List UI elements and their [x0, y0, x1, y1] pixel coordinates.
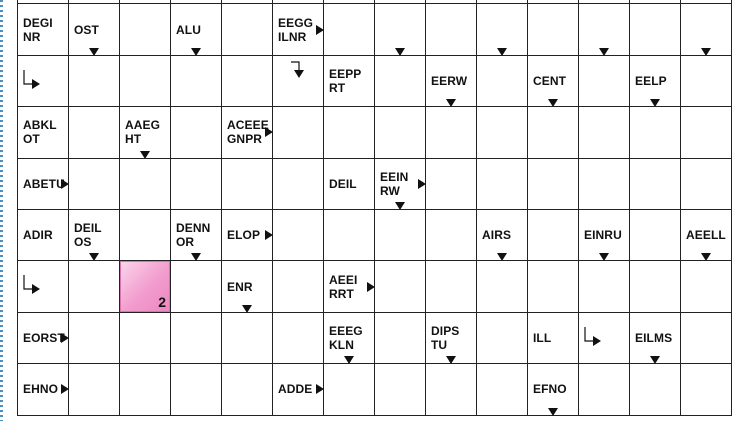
arrow-right-icon: [367, 282, 375, 292]
clue-cell: [630, 56, 681, 107]
answer-cell[interactable]: [273, 261, 324, 312]
clue-letters: EHNO: [23, 382, 59, 397]
answer-cell[interactable]: [681, 364, 732, 415]
arrow-down-icon: [701, 253, 711, 261]
answer-cell[interactable]: [375, 56, 426, 107]
answer-cell[interactable]: [324, 107, 375, 158]
clue-letters: ENR: [227, 279, 253, 294]
arrow-down-icon: [395, 48, 405, 56]
arrow-right-icon: [61, 384, 69, 394]
arrow-down-icon: [599, 253, 609, 261]
arrow-bent-icon: [22, 275, 42, 299]
answer-cell[interactable]: [630, 159, 681, 210]
answer-cell[interactable]: [579, 261, 630, 312]
arrow-down-icon: [242, 305, 252, 313]
clue-letters: CENT: [533, 73, 567, 88]
answer-cell[interactable]: [579, 4, 630, 55]
arrow-down-icon: [497, 253, 507, 261]
clue-letters: DEGI NR: [23, 15, 53, 44]
arrow-right-icon: [61, 179, 69, 189]
arrow-down-icon: [344, 356, 354, 364]
clue-cell: [69, 210, 120, 261]
answer-cell[interactable]: [273, 210, 324, 261]
clue-letters: ABKL OT: [23, 118, 57, 147]
arrow-down-icon: [89, 253, 99, 261]
answer-cell[interactable]: [375, 313, 426, 364]
arrow-down-icon: [650, 356, 660, 364]
arrow-right-icon: [418, 179, 426, 189]
clue-letters: DIPS TU: [431, 323, 460, 352]
arrow-down-icon: [89, 48, 99, 56]
answer-cell[interactable]: [681, 56, 732, 107]
clue-cell: [324, 313, 375, 364]
clue-cell: [324, 56, 375, 107]
arrow-bent-icon: [22, 70, 42, 94]
answer-cell[interactable]: [222, 4, 273, 55]
clue-cell: [18, 313, 69, 364]
arrow-right-icon: [265, 127, 273, 137]
answer-cell[interactable]: [477, 159, 528, 210]
clue-cell: [18, 159, 69, 210]
answer-cell[interactable]: [222, 56, 273, 107]
answer-cell[interactable]: [426, 364, 477, 415]
clue-letters: EEEG KLN: [329, 323, 363, 352]
clue-cell: [171, 4, 222, 55]
arrow-bent-icon: [291, 58, 311, 82]
arrow-down-icon: [650, 99, 660, 107]
clue-cell: [630, 313, 681, 364]
arrow-right-icon: [316, 25, 324, 35]
clue-letters: DENN OR: [176, 221, 211, 250]
clue-letters: AEEI RRT: [329, 272, 358, 301]
answer-cell[interactable]: [630, 261, 681, 312]
clue-letters: EELP: [635, 73, 667, 88]
clue-cell: [171, 210, 222, 261]
answer-cell[interactable]: [630, 107, 681, 158]
answer-cell[interactable]: [426, 261, 477, 312]
answer-cell[interactable]: [324, 210, 375, 261]
answer-cell[interactable]: [171, 159, 222, 210]
clue-cell: [18, 364, 69, 415]
answer-cell[interactable]: [120, 210, 171, 261]
clue-letters: EINRU: [584, 228, 622, 243]
clue-cell: [375, 159, 426, 210]
clue-letters: AEELL: [686, 228, 726, 243]
clue-cell: [528, 364, 579, 415]
clue-cell: [18, 4, 69, 55]
answer-cell[interactable]: [273, 56, 324, 107]
answer-cell[interactable]: [18, 56, 69, 107]
answer-cell[interactable]: [477, 56, 528, 107]
arrow-right-icon: [61, 333, 69, 343]
answer-cell[interactable]: [477, 313, 528, 364]
page-edge-dots: [0, 0, 3, 421]
answer-cell[interactable]: [120, 159, 171, 210]
clue-letters: ALU: [176, 22, 201, 37]
arrow-down-icon: [599, 48, 609, 56]
clue-letters: OST: [74, 22, 99, 37]
answer-cell[interactable]: [681, 313, 732, 364]
arrow-down-icon: [191, 253, 201, 261]
answer-cell[interactable]: [681, 159, 732, 210]
answer-cell[interactable]: [171, 364, 222, 415]
clue-cell: [579, 210, 630, 261]
clue-cell: [477, 210, 528, 261]
answer-cell[interactable]: [579, 159, 630, 210]
clue-letters: ADIR: [23, 228, 53, 243]
clue-cell: [528, 56, 579, 107]
arrow-right-icon: [265, 230, 273, 240]
clue-cell: [120, 107, 171, 158]
arrow-down-icon: [446, 356, 456, 364]
clue-cell: [222, 210, 273, 261]
answer-cell[interactable]: [630, 210, 681, 261]
answer-cell[interactable]: [273, 107, 324, 158]
answer-cell[interactable]: [681, 107, 732, 158]
answer-cell[interactable]: [69, 56, 120, 107]
answer-cell[interactable]: [120, 4, 171, 55]
clue-cell: [273, 364, 324, 415]
answer-cell[interactable]: [324, 364, 375, 415]
answer-cell[interactable]: [375, 210, 426, 261]
arrow-down-icon: [548, 99, 558, 107]
answer-cell[interactable]: [324, 4, 375, 55]
answer-cell[interactable]: [375, 364, 426, 415]
answer-cell[interactable]: [69, 159, 120, 210]
answer-cell[interactable]: [273, 313, 324, 364]
clue-letters: DEIL: [329, 176, 357, 191]
clue-cell: [18, 107, 69, 158]
clue-cell: [426, 56, 477, 107]
answer-cell[interactable]: [222, 313, 273, 364]
clue-letters: EERW: [431, 73, 468, 88]
clue-letters: ELOP: [227, 228, 261, 243]
answer-cell[interactable]: [171, 56, 222, 107]
answer-cell[interactable]: [579, 313, 630, 364]
answer-cell[interactable]: [477, 364, 528, 415]
arrow-down-icon: [140, 151, 150, 159]
clue-letters: EEIN RW: [380, 169, 409, 198]
answer-cell[interactable]: [375, 4, 426, 55]
clue-letters: AAEG HT: [125, 118, 161, 147]
clue-letters: ADDE: [278, 382, 313, 397]
solution-number: 2: [158, 293, 166, 310]
answer-cell[interactable]: [630, 364, 681, 415]
arrow-right-icon: [316, 384, 324, 394]
clue-letters: EORST: [23, 330, 65, 345]
answer-cell[interactable]: [528, 107, 579, 158]
clue-cell: [69, 4, 120, 55]
answer-cell[interactable]: [426, 210, 477, 261]
answer-cell[interactable]: [375, 261, 426, 312]
answer-cell[interactable]: [120, 364, 171, 415]
answer-cell[interactable]: [528, 210, 579, 261]
clue-cell: [18, 210, 69, 261]
answer-cell[interactable]: [477, 261, 528, 312]
answer-cell[interactable]: [171, 313, 222, 364]
answer-cell[interactable]: [477, 107, 528, 158]
answer-cell[interactable]: [120, 56, 171, 107]
answer-cell[interactable]: [273, 159, 324, 210]
clue-letters: EEPP RT: [329, 66, 362, 95]
clue-cell: [528, 313, 579, 364]
answer-cell[interactable]: [528, 4, 579, 55]
answer-cell[interactable]: [222, 159, 273, 210]
arrow-bent-icon: [583, 327, 603, 351]
answer-cell[interactable]: [120, 313, 171, 364]
clue-letters: EFNO: [533, 382, 567, 397]
arrow-down-icon: [191, 48, 201, 56]
answer-cell[interactable]: [681, 261, 732, 312]
arrow-down-icon: [701, 48, 711, 56]
answer-cell[interactable]: [528, 159, 579, 210]
answer-cell[interactable]: [69, 364, 120, 415]
answer-cell[interactable]: [477, 4, 528, 55]
clue-cell: [222, 261, 273, 312]
arrow-down-icon: [395, 202, 405, 210]
clue-letters: DEIL OS: [74, 221, 102, 250]
clue-letters: EEGG ILNR: [278, 15, 314, 44]
answer-cell[interactable]: [69, 313, 120, 364]
answer-cell[interactable]: [171, 261, 222, 312]
clue-letters: ILL: [533, 330, 552, 345]
answer-cell[interactable]: [426, 107, 477, 158]
clue-cell: [681, 210, 732, 261]
clue-letters: AIRS: [482, 228, 512, 243]
answer-cell[interactable]: [426, 4, 477, 55]
answer-cell[interactable]: [579, 56, 630, 107]
answer-cell[interactable]: [579, 364, 630, 415]
clue-letters: ACEEE GNPR: [227, 118, 269, 147]
answer-cell[interactable]: [222, 364, 273, 415]
clue-cell: [273, 4, 324, 55]
arrow-down-icon: [497, 48, 507, 56]
arrow-down-icon: [446, 99, 456, 107]
crossword-grid: [17, 0, 732, 416]
clue-cell: [222, 107, 273, 158]
answer-cell[interactable]: [69, 261, 120, 312]
answer-cell[interactable]: [630, 4, 681, 55]
clue-letters: EILMS: [635, 330, 673, 345]
answer-cell[interactable]: [579, 107, 630, 158]
solution-cell-highlighted[interactable]: [120, 261, 171, 312]
answer-cell[interactable]: [681, 4, 732, 55]
arrow-down-icon: [548, 408, 558, 416]
answer-cell[interactable]: [18, 261, 69, 312]
answer-cell[interactable]: [171, 107, 222, 158]
answer-cell[interactable]: [528, 261, 579, 312]
answer-cell[interactable]: [69, 107, 120, 158]
clue-cell: [324, 159, 375, 210]
clue-cell: [324, 261, 375, 312]
clue-letters: ABETU: [23, 176, 65, 191]
clue-cell: [426, 313, 477, 364]
answer-cell[interactable]: [375, 107, 426, 158]
answer-cell[interactable]: [426, 159, 477, 210]
